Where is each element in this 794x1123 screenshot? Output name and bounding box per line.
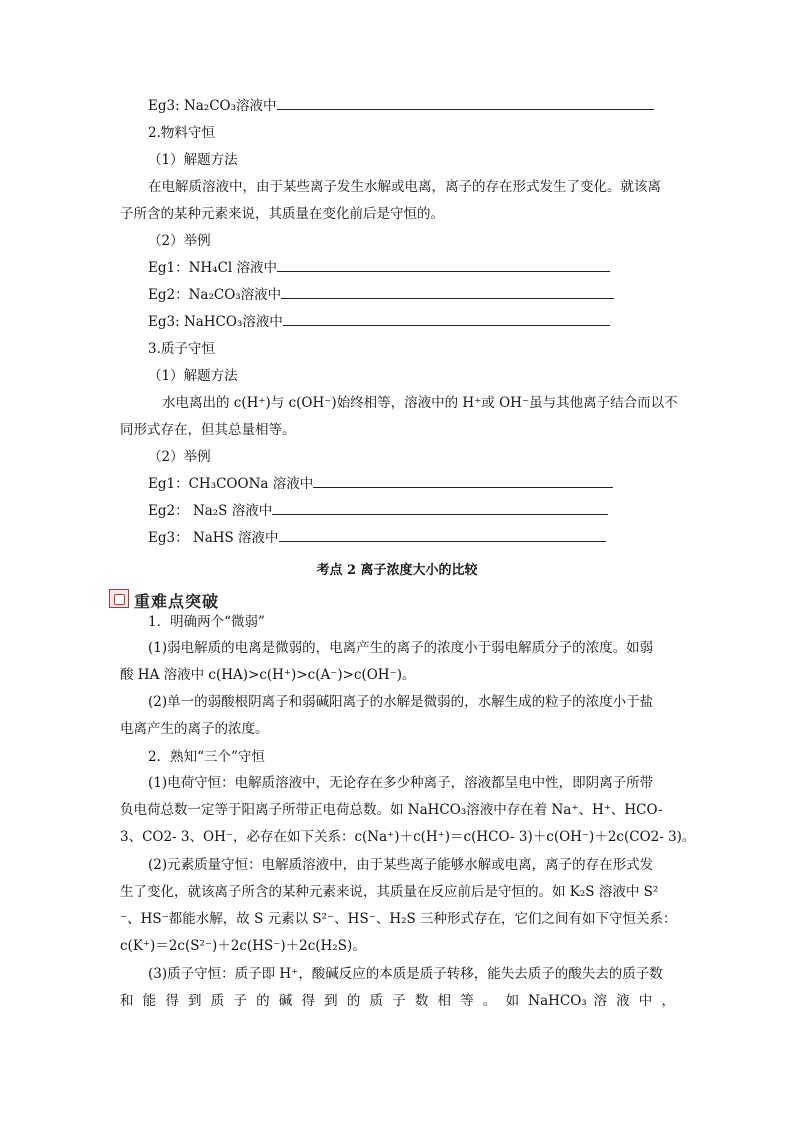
point2-p1-line2: 负电荷总数一定等于阳离子所带正电荷总数。如 NaHCO₃溶液中存在着 Na⁺、H⁺、HCO- (120, 802, 663, 818)
eg3-top-line (148, 97, 654, 115)
point1-p2-line2: 电离产生的离子的浓度。 (120, 721, 269, 737)
point1-p2-line1: (2)单一的弱酸根阴离子和弱碱阳离子的水解是微弱的，水解生成的粒子的浓度小于盐 (148, 694, 654, 710)
proton-example-label: （2）举例 (148, 449, 211, 465)
section-title: 重难点突破 (134, 592, 220, 611)
proton-heading: 3.质子守恒 (148, 341, 215, 357)
material-eg2-line (148, 286, 614, 304)
material-eg1-label: Eg1：NH₄Cl 溶液中 (148, 260, 278, 276)
point2-heading: 2．熟知“三个”守恒 (148, 749, 265, 765)
proton-para-line2: 同形式存在，但其总量相等。 (120, 422, 296, 438)
point1-heading: 1．明确两个“微弱” (148, 614, 265, 630)
answer-blank[interactable] (277, 97, 654, 110)
proton-eg3-label: Eg3： NaHS 溶液中 (148, 530, 279, 546)
answer-blank[interactable] (283, 313, 610, 326)
point2-p2-line4: c(K⁺)＝2c(S²⁻)＋2c(HS⁻)＋2c(H₂S)。 (120, 938, 366, 954)
point2-p2-line3: ⁻、HS⁻都能水解，故 S 元素以 S²⁻、HS⁻、H₂S 三种形式存在，它们之间有如下守恒关系： (120, 911, 677, 927)
point2-p3-line2: 和 能 得 到 质 子 的 碱 得 到 的 质 子 数 相 等 。 如 NaHCO₃ 溶 液 中 ， (120, 993, 675, 1009)
answer-blank[interactable] (313, 475, 613, 488)
material-heading: 2.物料守恒 (148, 125, 215, 141)
point1-p1-line2: 酸 HA 溶液中 c(HA)>c(H⁺)>c(A⁻)>c(OH⁻)。 (120, 667, 416, 683)
proton-eg1-label: Eg1：CH₃COONa 溶液中 (148, 476, 314, 492)
proton-eg1-line (148, 475, 613, 493)
proton-para-line1: 水电离出的 c(H⁺)与 c(OH⁻)始终相等，溶液中的 H⁺或 OH⁻虽与其他离子结合而以不 (162, 395, 678, 411)
proton-eg2-line (148, 502, 608, 520)
point2-p1-line3: 3、CO2- 3、OH⁻，必存在如下关系：c(Na⁺)＋c(H⁺)＝c(HCO- 3)＋c(OH⁻)＋2c(CO2- 3)。 (120, 829, 696, 845)
material-method-label: （1）解题方法 (148, 152, 238, 168)
answer-blank[interactable] (277, 259, 610, 272)
kaodian-title: 考点 2 离子浓度大小的比较 (316, 563, 478, 578)
material-eg3-label: Eg3: NaHCO₃溶液中 (148, 314, 283, 330)
point2-p1-line1: (1)电荷守恒：电解质溶液中，无论存在多少种离子，溶液都呈电中性，即阴离子所带 (148, 775, 654, 791)
proton-method-label: （1）解题方法 (148, 368, 238, 384)
material-example-label: （2）举例 (148, 233, 211, 249)
point2-p2-line1: (2)元素质量守恒：电解质溶液中，由于某些离子能够水解或电离，离子的存在形式发 (148, 857, 654, 873)
point1-p1-line1: (1)弱电解质的电离是微弱的，电离产生的离子的浓度小于弱电解质分子的浓度。如弱 (148, 640, 654, 656)
eg3-top-label: Eg3: Na₂CO₃溶液中 (148, 98, 277, 114)
point2-p3-line1: (3)质子守恒：质子即 H⁺，酸碱反应的本质是质子转移，能失去质子的酸失去的质子数 (148, 966, 663, 982)
proton-eg2-label: Eg2： Na₂S 溶液中 (148, 503, 273, 519)
answer-blank[interactable] (281, 286, 614, 299)
material-eg2-label: Eg2：Na₂CO₃溶液中 (148, 287, 282, 303)
material-para-line2: 子所含的某种元素来说，其质量在变化前后是守恒的。 (120, 206, 444, 222)
material-eg1-line (148, 259, 610, 277)
section-marker-icon (109, 589, 129, 608)
material-para-line1: 在电解质溶液中，由于某些离子发生水解或电离，离子的存在形式发生了变化。就该离 (148, 179, 661, 195)
point2-p2-line2: 生了变化，就该离子所含的某种元素来说，其质量在反应前后是守恒的。如 K₂S 溶液中 S² (120, 884, 659, 900)
answer-blank[interactable] (272, 502, 608, 515)
proton-eg3-line (148, 529, 606, 547)
material-eg3-line (148, 313, 610, 331)
answer-blank[interactable] (279, 529, 606, 542)
